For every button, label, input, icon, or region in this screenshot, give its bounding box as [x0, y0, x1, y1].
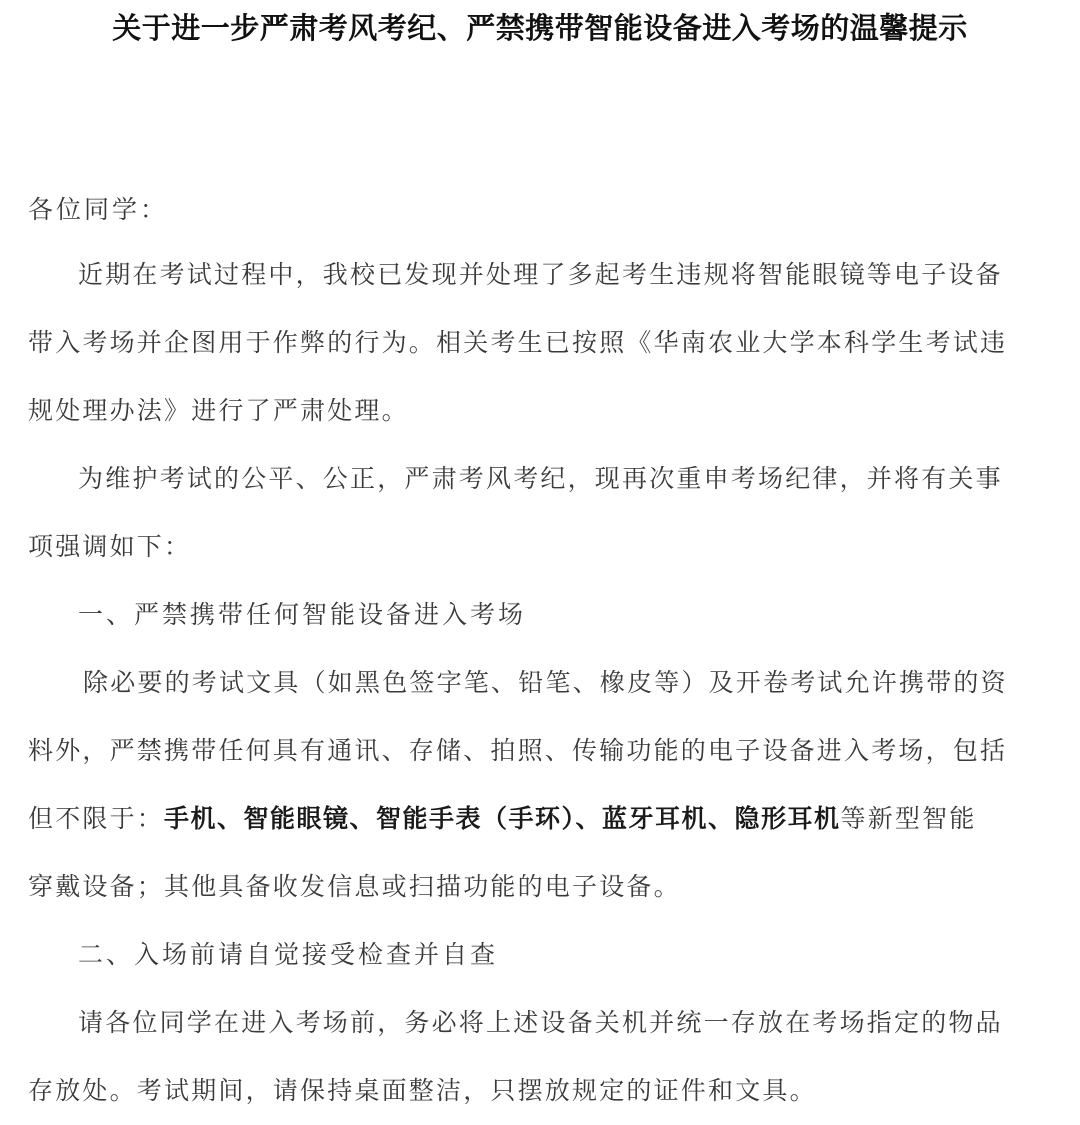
paragraph-prohibited-devices	[28, 649, 1038, 921]
paragraph-line: 近期在考试过程中，我校已发现并处理了多起考生违规将智能眼镜等电子设备	[78, 260, 1003, 289]
document-title: 关于进一步严肃考风考纪、严禁携带智能设备进入考场的温馨提示	[112, 11, 968, 45]
paragraph-incident	[28, 241, 1038, 445]
paragraph-line: 请各位同学在进入考场前，务必将上述设备关机并统一存放在考场指定的物品	[78, 1008, 1003, 1037]
device-list-emphasis: 手机、智能眼镜、智能手表（手环）、蓝牙耳机、隐形耳机	[164, 804, 841, 833]
section-heading-1: 一、严禁携带任何智能设备进入考场	[78, 600, 527, 629]
paragraph-line: 为维护考试的公平、公正，严肃考风考纪，现再次重申考场纪律，并将有关事	[78, 464, 1003, 493]
paragraph-reiterate	[28, 445, 1038, 581]
paragraph-line: 带入考场并企图用于作弊的行为。相关考生已按照《华南农业大学本科学生考试违	[28, 328, 1008, 357]
section-heading-2: 二、入场前请自觉接受检查并自查	[78, 940, 499, 969]
paragraph-line: 穿戴设备；其他具备收发信息或扫描功能的电子设备。	[28, 872, 681, 901]
device-list-suffix: 等新型智能	[840, 804, 977, 833]
paragraph-line: 存放处。考试期间，请保持桌面整洁，只摆放规定的证件和文具。	[28, 1076, 817, 1105]
paragraph-line: 规处理办法》进行了严肃处理。	[28, 396, 409, 425]
paragraph-line	[28, 785, 1038, 853]
paragraph-line: 项强调如下：	[28, 532, 192, 561]
device-list-prefix: 但不限于：	[28, 804, 165, 833]
greeting: 各位同学：	[28, 195, 169, 224]
paragraph-line: 料外，严禁携带任何具有通讯、存储、拍照、传输功能的电子设备进入考场，包括	[28, 736, 1008, 765]
paragraph-line: 除必要的考试文具（如黑色签字笔、铅笔、橡皮等）及开卷考试允许携带的资	[83, 668, 1008, 697]
paragraph-self-check	[28, 989, 1038, 1125]
